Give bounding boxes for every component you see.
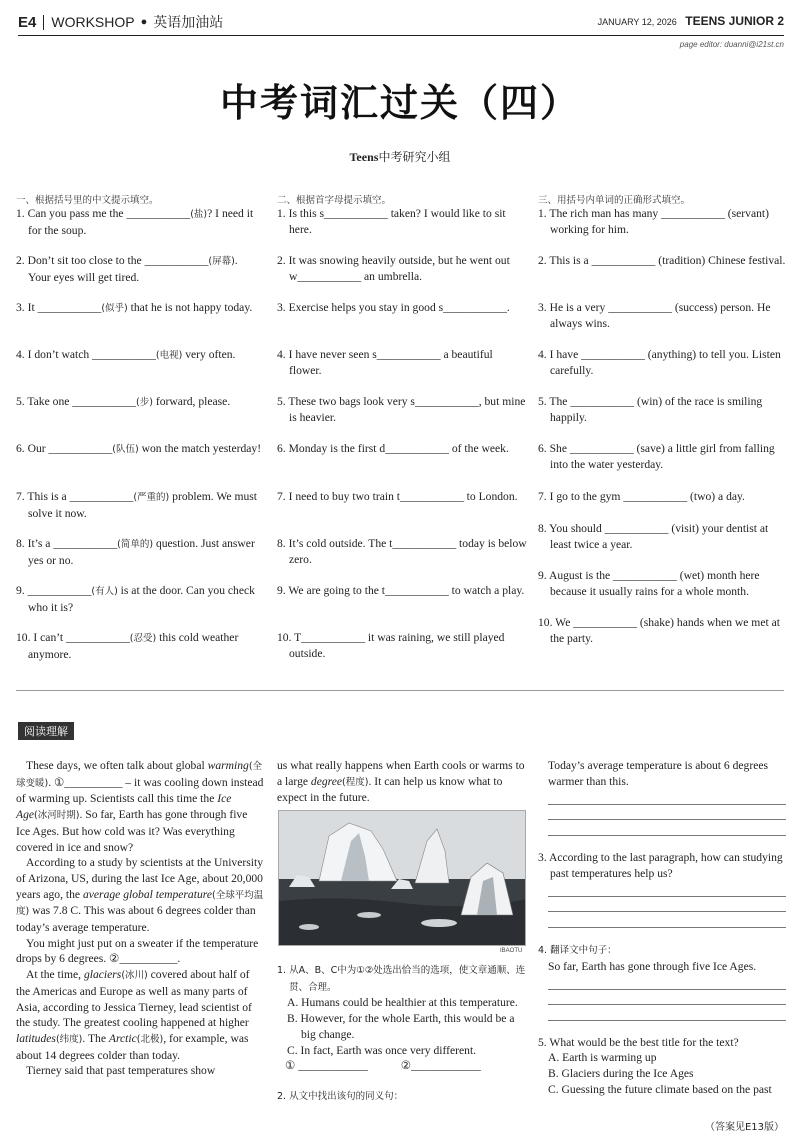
section-2-column <box>277 193 527 660</box>
exercise-item: 8. You should ___________ (visit) your dentist at least twice a year. <box>538 522 769 551</box>
reading-paragraph: us what really happens when Earth cools or warms to a large degree(程度). It can help us know what to expect in the future. <box>277 759 525 805</box>
question-3-heading: 3. According to the last paragraph, how can studying past temperatures help us? <box>538 850 783 880</box>
answer-line[interactable] <box>548 912 786 928</box>
fill-blank[interactable]: ___________ <box>661 207 725 220</box>
exercise-item: 7. This is a ___________(严重的) problem. We must solve it now. <box>16 490 257 520</box>
exercise-item: 8. It’s a ___________(简单的) question. Just answer yes or no. <box>16 537 255 567</box>
reading-paragraph: Tierney said that past temperatures show <box>26 1064 216 1078</box>
fill-blank[interactable]: ___________ <box>48 442 113 455</box>
byline-group: 中考研究小组 <box>378 150 451 164</box>
blank-2[interactable]: __________ <box>119 952 178 966</box>
section-1-column <box>16 193 262 661</box>
fill-blank[interactable]: ___________ <box>92 348 156 361</box>
issue-date: JANUARY 12, 2026 <box>597 17 677 27</box>
answer-line[interactable] <box>548 805 786 821</box>
exercise-item: 1. Can you pass me the ___________(盐)? I need it for the soup. <box>16 207 254 237</box>
fill-blank[interactable]: ___________ <box>297 269 362 283</box>
fill-blank[interactable]: ___________ <box>392 537 457 550</box>
paper-name: TEENS JUNIOR 2 <box>685 14 784 28</box>
fill-blank[interactable]: ___________ <box>72 395 137 408</box>
fill-blank[interactable]: ___________ <box>144 254 209 267</box>
exercise-item: 4. I have ___________ (anything) to tell you. Listen carefully. <box>538 348 781 377</box>
reading-paragraph: You might just put on a sweater if the temperature drops by 6 degrees. ②__________. <box>16 936 259 966</box>
page-title: 中考词汇过关（四） <box>219 81 580 125</box>
question-5-heading: 5. What would be the best title for the text? <box>538 1035 739 1049</box>
fill-blank[interactable]: ___________ <box>569 442 634 455</box>
bullet-icon: ● <box>140 16 148 28</box>
exercise-item: 1. The rich man has many ___________ (servant) working for him. <box>538 207 769 236</box>
exercise-item: 5. These two bags look very s___________, but mine is heavier. <box>277 395 526 424</box>
fill-blank[interactable]: ___________ <box>69 490 134 503</box>
answer-line[interactable] <box>548 789 786 805</box>
answer-reference: （答案见E13版） <box>704 1122 784 1133</box>
fill-blank[interactable]: ___________ <box>324 207 388 220</box>
byline-brand: Teens <box>349 150 379 164</box>
option-a: A. Earth is warming up <box>548 1051 657 1065</box>
answer-blank-2[interactable]: ____________ <box>411 1059 481 1073</box>
exercise-item: 1. Is this s___________ taken? I would like to sit here. <box>277 207 506 236</box>
answer-blanks: ① ____________ ②____________ <box>285 1059 481 1073</box>
section-divider <box>16 690 784 691</box>
answer-line[interactable] <box>548 1005 786 1021</box>
header-separator <box>43 15 44 30</box>
fill-blank[interactable]: ___________ <box>126 207 191 220</box>
section-2-heading: 二、根据首字母提示填空。 <box>277 195 392 206</box>
fill-blank[interactable]: ___________ <box>573 616 638 629</box>
column-name: WORKSHOP <box>51 14 135 30</box>
page-editor: page editor: duanni@i21st.cn <box>679 40 784 49</box>
exercise-item: 2. Don’t sit too close to the ___________(屏幕). Your eyes will get tired. <box>16 254 238 284</box>
question-2-sentence: Today’s average temperature is about 6 degrees warmer than this. <box>548 759 769 788</box>
reading-paragraph: At the time, glaciers(冰川) covered about half of the Americas and Europe as well as many parts of Asia, according to Jessica Tierney, lead scientist of the study. The greatest cooling happened at higher latitudes(纬度). The Arctic(北极), for example, was about 14 degrees colder than today. <box>16 968 252 1062</box>
fill-blank[interactable]: ___________ <box>604 522 669 535</box>
header-left <box>18 12 223 32</box>
section-number: E4 <box>18 13 37 31</box>
question-4-sentence: So far, Earth has gone through five Ice Ages. <box>548 959 757 973</box>
exercise-item: 9. ___________(有人) is at the door. Can you check who it is? <box>16 584 255 614</box>
icebergs-photo <box>278 810 526 946</box>
answer-line[interactable] <box>548 990 786 1006</box>
fill-blank[interactable]: ___________ <box>613 569 677 582</box>
section-1-heading: 一、根据括号里的中文提示填空。 <box>16 195 159 206</box>
section-3-column <box>538 193 786 645</box>
question-4-heading: 4. 翻译文中句子： <box>538 944 617 956</box>
reading-tag: 阅读理解 <box>18 722 74 740</box>
question-1-heading: 1. 从A、B、C中为①②处选出恰当的选项，使文章通顺、连贯、合理。 <box>277 965 526 993</box>
exercise-item: 2. This is a ___________ (tradition) Chinese festival. <box>538 254 786 267</box>
exercise-item: 7. I go to the gym ___________ (two) a day. <box>538 490 745 503</box>
question-2-heading: 2. 从文中找出该句的同义句： <box>277 1090 404 1102</box>
exercise-item: 8. It’s cold outside. The t___________ today is below zero. <box>277 537 527 566</box>
exercise-item: 10. We ___________ (shake) hands when we met at the party. <box>538 616 780 645</box>
exercise-item: 3. It ___________(似乎) that he is not happy today. <box>16 301 253 314</box>
answer-line[interactable] <box>548 881 786 897</box>
fill-blank[interactable]: ___________ <box>591 254 656 267</box>
reading-column-1 <box>16 758 264 1079</box>
option-c: C. Guessing the future climate based on the past <box>548 1082 772 1096</box>
fill-blank[interactable]: ___________ <box>53 537 118 550</box>
fill-blank[interactable]: ___________ <box>27 584 92 597</box>
exercise-item: 3. He is a very ___________ (success) person. He always wins. <box>538 301 771 330</box>
exercise-item: 3. Exercise helps you stay in good s___________. <box>277 301 510 314</box>
fill-blank[interactable]: ___________ <box>443 301 507 314</box>
exercise-item: 10. T___________ it was raining, we still played outside. <box>277 631 505 660</box>
column-name-cn: 英语加油站 <box>153 14 224 30</box>
fill-blank[interactable]: ___________ <box>66 631 130 644</box>
option-b: B. Glaciers during the Ice Ages <box>548 1067 694 1081</box>
exercise-item: 4. I have never seen s___________ a beautiful flower. <box>277 348 493 377</box>
exercise-item: 4. I don’t watch ___________(电视) very often. <box>16 348 236 361</box>
fill-blank[interactable]: ___________ <box>400 490 464 503</box>
exercise-item: 9. August is the ___________ (wet) month here because it usually rains for a whole month. <box>538 569 760 598</box>
exercise-item: 9. We are going to the t___________ to watch a play. <box>277 584 525 597</box>
fill-blank[interactable]: ___________ <box>623 490 688 503</box>
section-3-heading: 三、用括号内单词的正确形式填空。 <box>538 195 691 206</box>
fill-blank[interactable]: ___________ <box>301 631 366 644</box>
page-header <box>18 10 784 36</box>
exercise-item: 2. It was snowing heavily outside, but he went out w___________ an umbrella. <box>277 254 510 283</box>
answer-line[interactable] <box>548 897 786 913</box>
fill-blank[interactable]: ___________ <box>376 348 441 361</box>
blank-1[interactable]: __________ <box>64 775 123 789</box>
option-c: C. In fact, Earth was once very different. <box>287 1043 477 1057</box>
fill-blank[interactable]: ___________ <box>414 395 479 408</box>
exercise-item: 6. She ___________ (save) a little girl from falling into the water yesterday. <box>538 442 775 471</box>
exercise-item: 10. I can’t ___________(忍受) this cold weather anymore. <box>16 631 239 661</box>
answer-line[interactable] <box>548 820 786 836</box>
reading-paragraph: According to a study by scientists at the University of Arizona, US, during the last Ice Age, about 20,000 years ago, the average global temperature(全球平均温度) was 7.8 C. This was about 6 degrees colder than today’s average temperature. <box>16 856 264 935</box>
reading-paragraph: These days, we often talk about global warming(全球变暖). ①__________ – it was cooling down instead of warming up. Scientists call this time the Ice Age(冰河时期). So far, Earth has gone through five Ice Ages. But how cold was it? Was everything covered in ice and snow? <box>16 759 264 854</box>
byline <box>0 148 800 165</box>
exercise-item: 6. Monday is the first d___________ of the week. <box>277 442 509 455</box>
header-right <box>598 14 784 28</box>
reading-column-3 <box>538 758 786 1098</box>
reading-column-2 <box>277 758 527 806</box>
photo-credit: IBAOTU <box>500 948 523 954</box>
fill-blank[interactable]: ___________ <box>37 301 102 314</box>
answer-line[interactable] <box>548 974 786 990</box>
fill-blank[interactable]: ___________ <box>385 442 449 455</box>
fill-blank[interactable]: ___________ <box>385 584 449 597</box>
fill-blank[interactable]: ___________ <box>581 348 645 361</box>
exercise-item: 5. The ___________ (win) of the race is smiling happily. <box>538 395 763 424</box>
exercise-item: 6. Our ___________(队伍) won the match yesterday! <box>16 442 262 455</box>
fill-blank[interactable]: ___________ <box>570 395 635 408</box>
question-1 <box>277 962 527 1105</box>
exercise-item: 5. Take one ___________(步) forward, please. <box>16 395 231 408</box>
option-b: B. However, for the whole Earth, this would be a big change. <box>287 1012 515 1041</box>
fill-blank[interactable]: ___________ <box>608 301 672 314</box>
option-a: A. Humans could be healthier at this temperature. <box>287 996 518 1010</box>
exercise-item: 7. I need to buy two train t___________ to London. <box>277 490 518 503</box>
answer-blank-1[interactable]: ____________ <box>295 1059 368 1073</box>
